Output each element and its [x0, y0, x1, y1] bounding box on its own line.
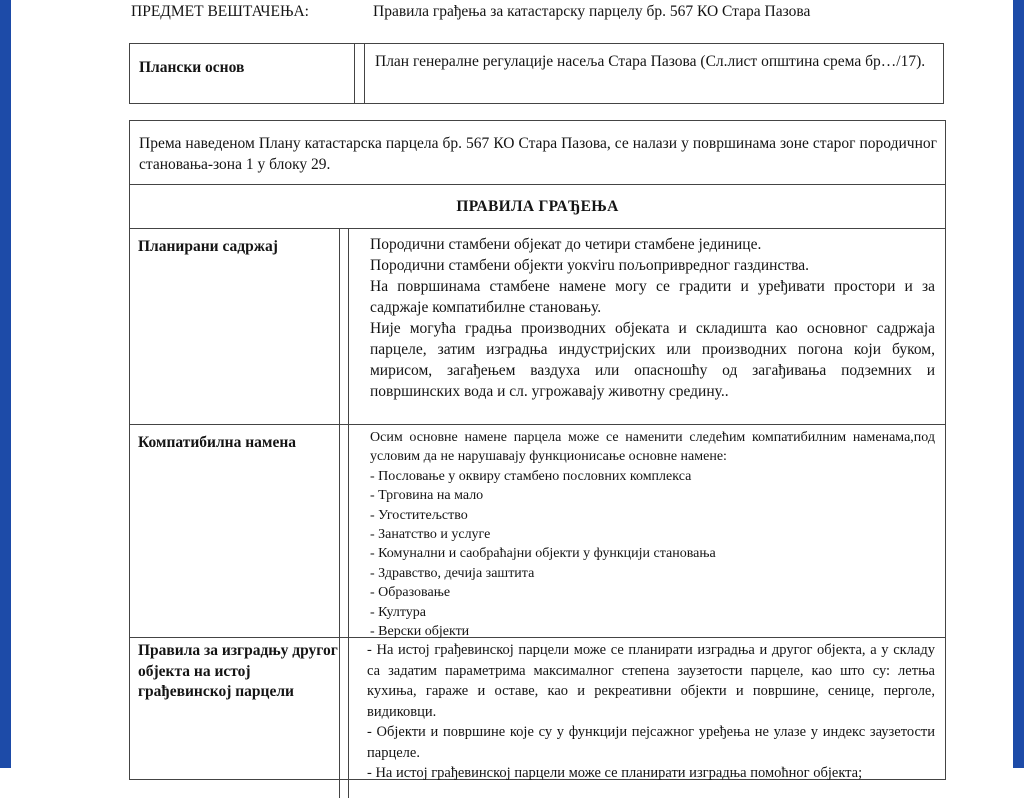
subject-line [131, 3, 810, 21]
compatible-use-value [348, 425, 945, 640]
planned-content-label: Планирани садржај [130, 229, 340, 424]
compatible-use-label: Компатибилна намена [130, 425, 340, 637]
planned-content-line: Породични стамбени објекат до четири стамбене јединице. [370, 236, 762, 253]
other-building-label: Правила за изградњу другог објекта на истој грађевинској парцели [130, 638, 340, 798]
left-frame-border [0, 0, 11, 768]
other-building-value [348, 638, 945, 798]
intro-text: Према наведеном Плану катастарска парцела бр. 567 КО Стара Пазова, се налази у површинама зоне старог породичног становања-зона 1 у блоку 29. [130, 121, 945, 185]
planned-content-line: Није могућа градња производних објеката и складишта као основног садржаја парцеле, затим изградња индустријских или производних погона који буком, мирисом, загађењем ваздуха или опасношћу од загађивања подземних и површинских вода и сл. угрожавају животну средину.. [370, 320, 935, 400]
list-item: - Култура [370, 604, 426, 620]
plan-basis-label: Плански основ [130, 44, 355, 103]
plan-basis-table [129, 43, 944, 104]
subject-label: ПРЕДМЕТ ВЕШТАЧЕЊА: [131, 3, 309, 20]
compatible-use-intro: Осим основне намене парцела може се наменити следећим компатибилним наменама,под условим да не нарушавају функционисање основне намене: [370, 430, 935, 465]
list-item: - Пословање у оквиру стамбено пословних комплекса [370, 468, 692, 484]
list-item: - Образовање [370, 585, 451, 601]
other-building-paragraph: - На истој грађевинској парцели може се планирати изградња помоћног објекта; [367, 765, 863, 781]
building-rules-table [129, 120, 946, 780]
rules-heading: ПРАВИЛА ГРАЂЕЊА [130, 185, 945, 229]
list-item: - Угоститељство [370, 507, 468, 523]
planned-content-value [348, 229, 945, 424]
other-building-paragraph: - На истој грађевинској парцели може се планирати изградња и другог објекта, а у складу са задатим параметрима максималног степена заузетости парцеле, као што су: летња кухиња, гараже и оставе, као и рекреативни објекти и површине, сенице, перголе, видиковци. [367, 642, 935, 720]
planned-content-row [130, 229, 945, 425]
compatible-use-row [130, 425, 945, 638]
list-item: - Комунални и саобраћајни објекти у функцији становања [370, 546, 716, 562]
planned-content-line: На површинама стамбене намене могу се градити и уређивати простори и за садржаје компатибилне становању. [370, 278, 935, 316]
subject-value: Правила грађења за катастарску парцелу бр. 567 КО Стара Пазова [373, 3, 811, 20]
other-building-paragraph: - Објекти и површине које су у функцији пејсажног уређења не улазе у индекс заузетости парцеле. [367, 724, 935, 761]
list-item: - Верски објекти [370, 624, 470, 640]
right-frame-border [1013, 0, 1024, 768]
other-building-row [130, 638, 945, 798]
list-item: - Здравство, дечија заштита [370, 565, 535, 581]
compatible-use-list [370, 467, 935, 642]
list-item: - Занатство и услуге [370, 527, 491, 543]
plan-basis-value: План генералне регулације насеља Стара Пазова (Сл.лист општина срема бр…/17). [364, 44, 943, 103]
planned-content-line: Породични стамбени објекти уокviru пољопривредног газдинства. [370, 257, 809, 274]
list-item: - Трговина на мало [370, 488, 484, 504]
